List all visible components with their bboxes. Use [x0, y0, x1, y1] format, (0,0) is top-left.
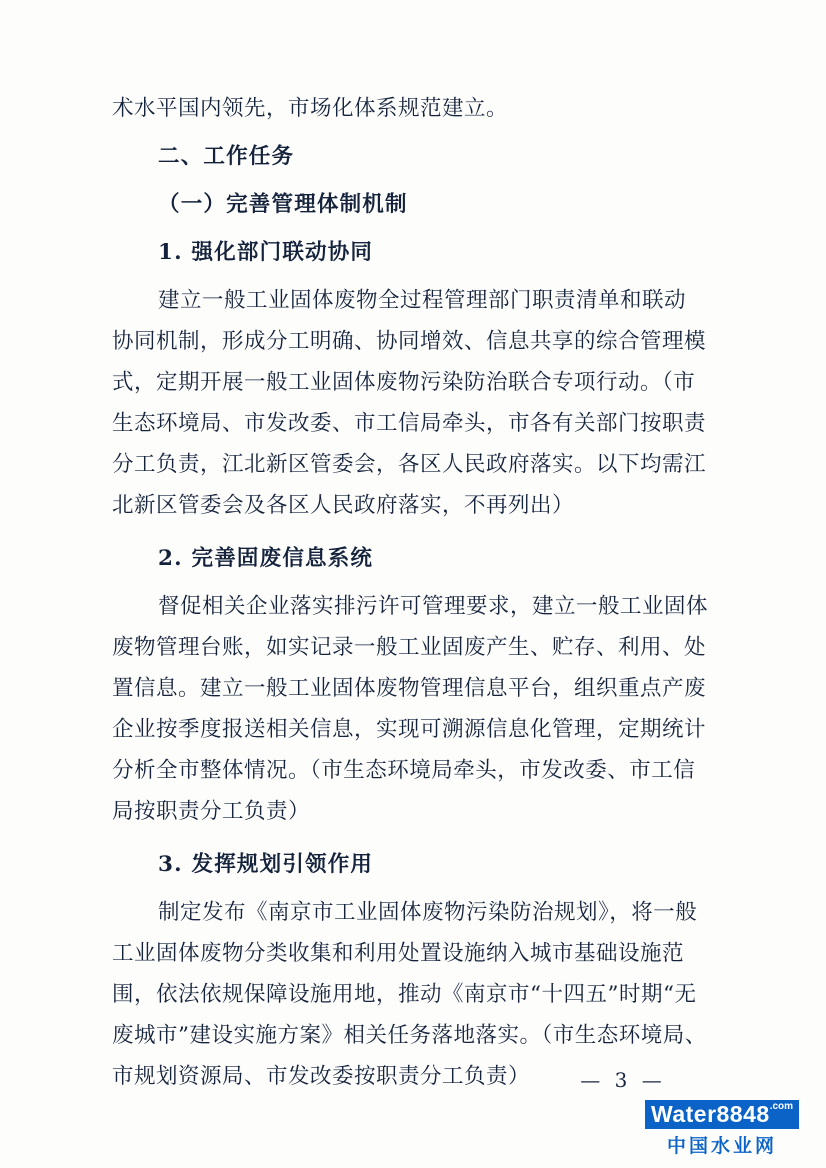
text-line: 局按职责分工负责）	[112, 799, 311, 824]
text-line: 市规划资源局、市发改委按职责分工负责）	[112, 1064, 531, 1089]
text-line: 术水平国内领先，市场化体系规范建立。	[112, 96, 509, 121]
page-number: — 3 —	[580, 1068, 666, 1092]
text-line: 北新区管委会及各区人民政府落实，不再列出）	[112, 493, 575, 518]
text-line: 围，依法依规保障设施用地，推动《南京市“十四五”时期“无	[112, 982, 697, 1007]
text-line: 废物管理台账，如实记录一般工业固废产生、贮存、利用、处	[112, 635, 707, 660]
section-heading: 二、工作任务	[158, 144, 295, 169]
text-line: 协同机制，形成分工明确、协同增效、信息共享的综合管理模	[112, 329, 707, 354]
text-line: 建立一般工业固体废物全过程管理部门职责清单和联动	[158, 288, 687, 313]
text-line: 置信息。建立一般工业固体废物管理信息平台，组织重点产废	[112, 676, 707, 701]
watermark-brand-text: Water8848	[650, 1100, 770, 1127]
paragraph-gap	[112, 273, 712, 280]
item-heading: 3. 发挥规划引领作用	[158, 852, 374, 877]
paragraph-gap	[112, 225, 712, 232]
text-line: 生态环境局、市发改委、市工信局牵头，市各有关部门按职责	[112, 411, 707, 436]
watermark-brand	[645, 1100, 799, 1129]
watermark	[634, 1100, 810, 1158]
text-line: 式，定期开展一般工业固体废物污染防治联合专项行动。（市	[112, 370, 696, 395]
text-line: 工业固体废物分类收集和利用处置设施纳入城市基础设施范	[112, 941, 685, 966]
paragraph-gap	[112, 885, 712, 892]
text-line: 废城市”建设实施方案》相关任务落地落实。（市生态环境局、	[112, 1023, 707, 1048]
item-heading: 1. 强化部门联动协同	[158, 240, 374, 265]
paragraph-gap	[112, 526, 712, 538]
text-line: 分析全市整体情况。（市生态环境局牵头，市发改委、市工信	[112, 758, 696, 783]
watermark-subtitle: 中国水业网	[666, 1136, 777, 1157]
paragraph-gap	[112, 579, 712, 586]
paragraph-gap	[112, 177, 712, 184]
text-line: 督促相关企业落实排污许可管理要求，建立一般工业固体	[158, 594, 709, 619]
item-heading: 2. 完善固废信息系统	[158, 546, 374, 571]
document-body	[112, 88, 712, 1097]
paragraph-gap	[112, 832, 712, 844]
paragraph-gap	[112, 129, 712, 136]
watermark-brand-suffix: .com	[769, 1100, 794, 1112]
text-line: 企业按季度报送相关信息，实现可溯源信息化管理，定期统计	[112, 717, 707, 742]
text-line: 分工负责，江北新区管委会，各区人民政府落实。以下均需江	[112, 452, 707, 477]
subsection-heading: （一）完善管理体制机制	[158, 192, 408, 217]
text-line: 制定发布《南京市工业固体废物污染防治规划》，将一般	[158, 900, 698, 925]
